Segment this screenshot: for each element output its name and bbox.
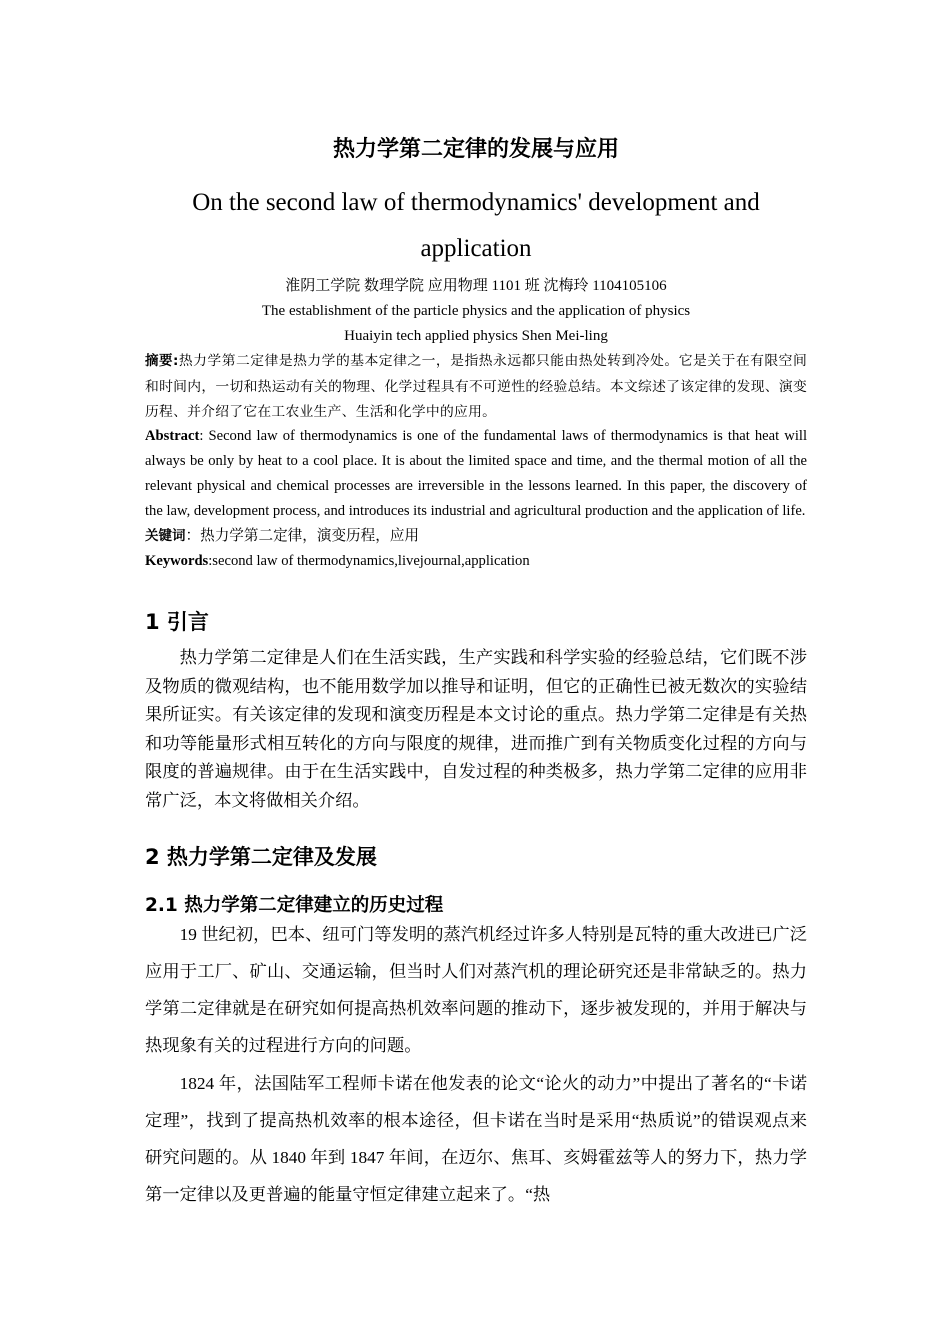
abstract-chinese-label: 摘要: bbox=[145, 353, 179, 369]
paper-title-english bbox=[145, 180, 807, 272]
abstract-section bbox=[145, 348, 807, 574]
english-subtitle: The establishment of the particle physics and the application of physics bbox=[261, 303, 691, 319]
paper-title-english-line2: application bbox=[420, 235, 532, 262]
paper-title-english-line1: On the second law of thermodynamics' development and bbox=[192, 189, 760, 216]
abstract-chinese-text: 热力学第二定律是热力学的基本定律之一，是指热永远都只能由热处转到冷处。它是关于在有限空间和时间内，一切和热运动有关的物理、化学过程具有不可逆性的经验总结。本文综述了该定律的发现、演变历程、并介绍了它在工农业生产、生活和化学中的应用。 bbox=[145, 353, 807, 419]
section-2-heading: 2 热力学第二定律及发展 bbox=[145, 845, 377, 869]
keywords-chinese-text: ：热力学第二定律，演变历程，应用 bbox=[185, 528, 420, 544]
keywords-chinese-label: 关键词 bbox=[145, 528, 186, 544]
keywords-chinese bbox=[145, 524, 807, 549]
section-2-1-paragraph-2: 1824 年，法国陆军工程师卡诺在他发表的论文“论火的动力”中提出了著名的“卡诺定理”，找到了提高热机效率的根本途径，但卡诺在当时是采用“热质说”的错误观点来研究问题的。从 1840 年到 1847 年间，在迈尔、焦耳、亥姆霍兹等人的努力下，热力学第一定律以及更普遍的能量守恒定律建立起来了。“热 bbox=[145, 1074, 807, 1204]
author-affiliation-chinese: 淮阴工学院 数理学院 应用物理 1101 班 沈梅玲 1104105106 bbox=[285, 278, 667, 294]
author-affiliation-english: Huaiyin tech applied physics Shen Mei-ling bbox=[344, 328, 608, 344]
section-1-paragraph: 热力学第二定律是人们在生活实践，生产实践和科学实验的经验总结，它们既不涉及物质的微观结构，也不能用数学加以推导和证明，但它的正确性已被无数次的实验结果所证实。有关该定律的发现和演变历程是本文讨论的重点。热力学第二定律是有关热和功等能量形式相互转化的方向与限度的规律，进而推广到有关物质变化过程的方向与限度的普遍规律。由于在生活实践中，自发过程的种类极多，热力学第二定律的应用非常广泛，本文将做相关介绍。 bbox=[145, 648, 807, 810]
keywords-english bbox=[145, 549, 807, 574]
keywords-english-label: Keywords bbox=[145, 553, 209, 569]
abstract-english-label: Abstract bbox=[145, 428, 200, 444]
abstract-english bbox=[145, 424, 807, 524]
paper-title-chinese: 热力学第二定律的发展与应用 bbox=[332, 137, 619, 162]
section-1-heading: 1 引言 bbox=[145, 610, 209, 634]
abstract-chinese bbox=[145, 348, 807, 424]
keywords-english-text: :second law of thermodynamics,livejournal,application bbox=[208, 553, 530, 569]
section-2-1-paragraph-1: 19 世纪初，巴本、纽可门等发明的蒸汽机经过许多人特别是瓦特的重大改进已广泛应用于工厂、矿山、交通运输，但当时人们对蒸汽机的理论研究还是非常缺乏的。热力学第二定律就是在研究如何提高热机效率问题的推动下，逐步被发现的，并用于解决与热现象有关的过程进行方向的问题。 bbox=[145, 925, 807, 1055]
section-2-1-heading: 2.1 热力学第二定律建立的历史过程 bbox=[145, 895, 444, 916]
abstract-english-text: : Second law of thermodynamics is one of the fundamental laws of thermodynamics is that heat will always be only by heat to a cool place. It is about the limited space and time, and the thermal motion of all the relevant physical and chemical processes are irreversible in the lessons learned. In this paper, the discovery of the law, development process, and introduces its industrial and agricultural production and the application of life. bbox=[145, 428, 807, 519]
